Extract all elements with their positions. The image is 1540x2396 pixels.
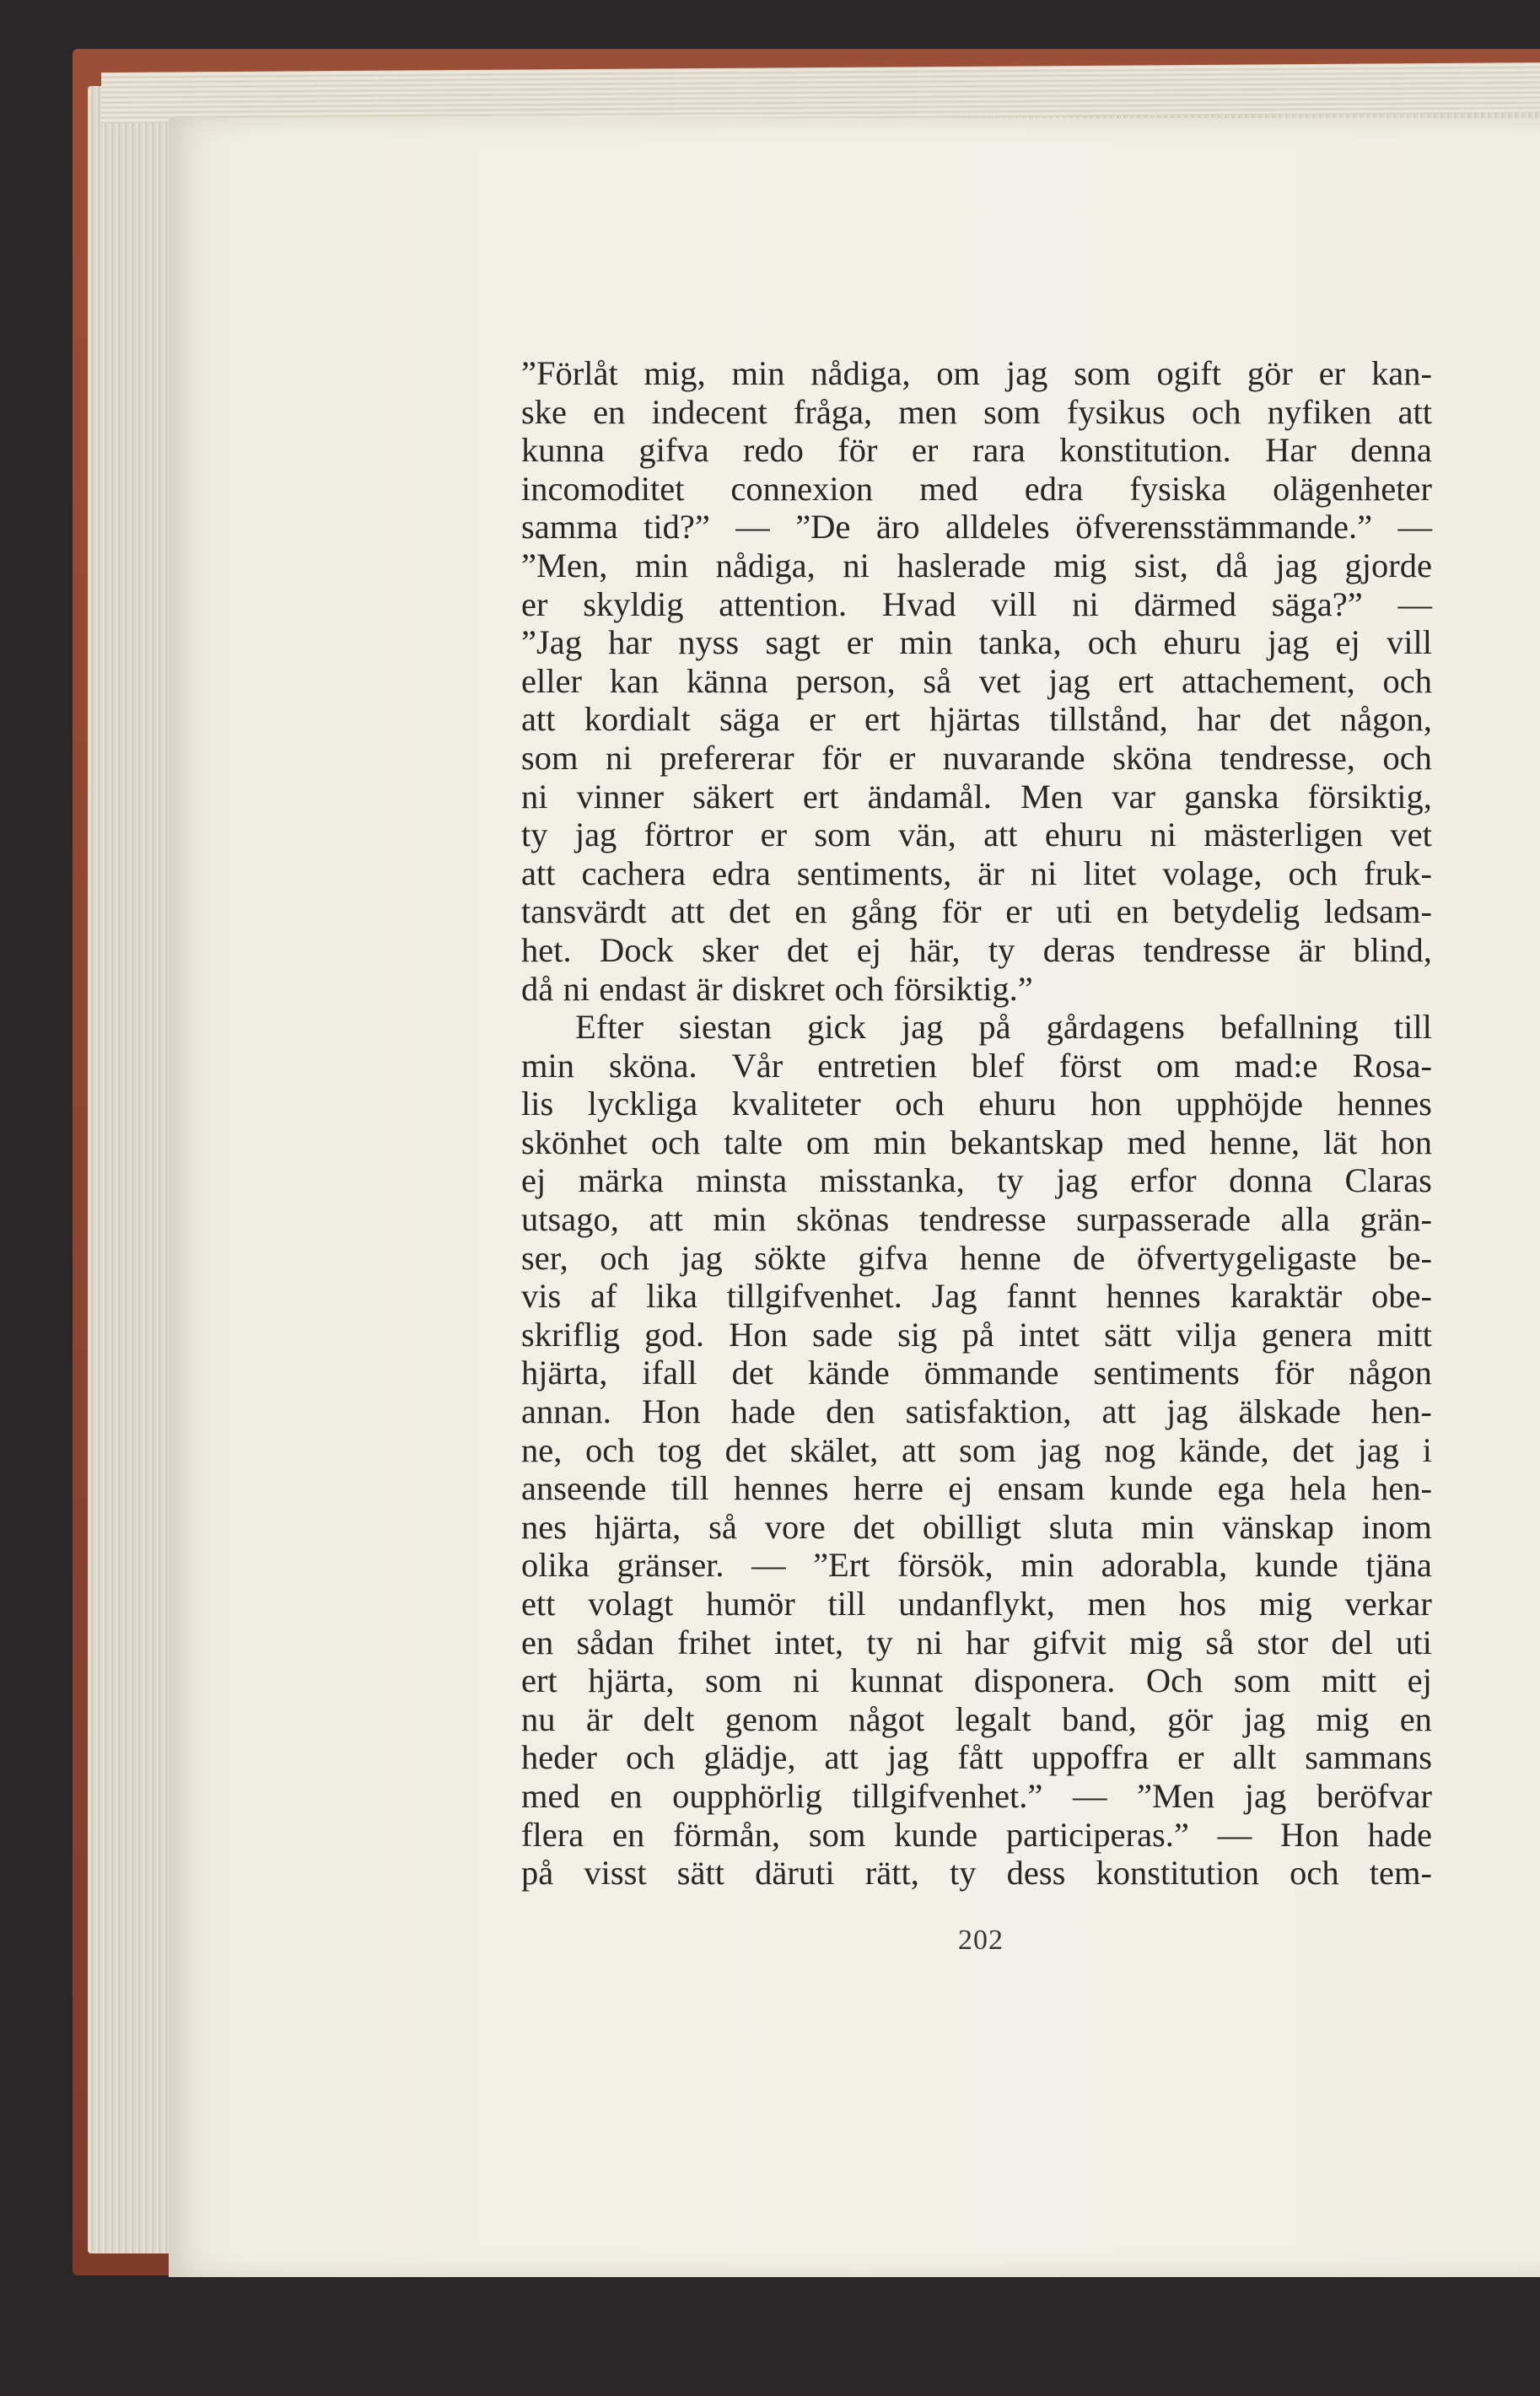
text-line: hjärta, ifall det kände ömmande sentiments för någon bbox=[521, 1354, 1432, 1392]
text-line: eller kan känna person, så vet jag ert attachement, och bbox=[521, 661, 1432, 700]
text-line: er skyldig attention. Hvad vill ni därmed säga?” — bbox=[521, 584, 1432, 623]
text-line: incomoditet connexion med edra fysiska olägenheter bbox=[521, 469, 1432, 508]
text-line: utsago, att min skönas tendresse surpasserade alla grän- bbox=[521, 1200, 1432, 1239]
text-line: nes hjärta, så vore det obilligt sluta min vänskap inom bbox=[521, 1507, 1432, 1546]
text-line: ”Men, min nådiga, ni haslerade mig sist, då jag gjorde bbox=[521, 546, 1432, 584]
text-line: tansvärdt att det en gång för er uti en betydelig ledsam- bbox=[521, 892, 1432, 931]
text-line: ty jag förtror er som vän, att ehuru ni mästerligen vet bbox=[521, 816, 1432, 854]
body-text bbox=[521, 354, 1432, 1893]
text-line: ne, och tog det skälet, att som jag nog kände, det jag i bbox=[521, 1430, 1432, 1469]
text-line: ”Jag har nyss sagt er min tanka, och ehuru jag ej vill bbox=[521, 623, 1432, 662]
text-line: att kordialt säga er ert hjärtas tillstånd, har det någon, bbox=[521, 700, 1432, 739]
text-line: heder och glädje, att jag fått uppoffra er allt sammans bbox=[521, 1738, 1432, 1777]
text-line: ske en indecent fråga, men som fysikus och nyfiken att bbox=[521, 392, 1432, 431]
text-line: nu är delt genom något legalt band, gör jag mig en bbox=[521, 1699, 1432, 1738]
text-line: ej märka minsta misstanka, ty jag erfor donna Claras bbox=[521, 1161, 1432, 1200]
text-line: Efter siestan gick jag på gårdagens befallning till bbox=[575, 1008, 1432, 1047]
text-line: ni vinner säkert ert ändamål. Men var ganska försiktig, bbox=[521, 777, 1432, 816]
text-line: ett volagt humör till undanflykt, men hos mig verkar bbox=[521, 1585, 1432, 1623]
text-line: att cachera edra sentiments, är ni litet volage, och fruk- bbox=[521, 853, 1432, 892]
text-line: ser, och jag sökte gifva henne de öfvertygeligaste be- bbox=[521, 1238, 1432, 1277]
text-line: ”Förlåt mig, min nådiga, om jag som ogift gör er kan- bbox=[521, 354, 1432, 392]
text-line: lis lyckliga kvaliteter och ehuru hon upphöjde hennes bbox=[521, 1085, 1432, 1123]
text-line: min sköna. Vår entretien blef först om mad:e Rosa- bbox=[521, 1046, 1432, 1085]
text-line: anseende till hennes herre ej ensam kunde ega hela hen- bbox=[521, 1469, 1432, 1508]
text-line: flera en förmån, som kunde participeras.” — Hon hade bbox=[521, 1815, 1432, 1854]
text-line: då ni endast är diskret och försiktig.” bbox=[521, 969, 1033, 1008]
text-line: som ni prefererar för er nuvarande sköna tendresse, och bbox=[521, 738, 1432, 777]
text-line: ert hjärta, som ni kunnat disponera. Och som mitt ej bbox=[521, 1661, 1432, 1700]
text-line: olika gränser. — ”Ert försök, min adorabla, kunde tjäna bbox=[521, 1546, 1432, 1585]
page-number: 202 bbox=[958, 1925, 1004, 1956]
text-line: het. Dock sker det ej här, ty deras tendresse är blind, bbox=[521, 930, 1432, 969]
page-edges-top bbox=[101, 62, 1540, 123]
text-line: skriflig god. Hon sade sig på intet sätt vilja genera mitt bbox=[521, 1315, 1432, 1354]
text-line: annan. Hon hade den satisfaktion, att jag älskade hen- bbox=[521, 1392, 1432, 1431]
text-line: en sådan frihet intet, ty ni har gifvit mig så stor del uti bbox=[521, 1623, 1432, 1661]
text-line: vis af lika tillgifvenhet. Jag fannt hennes karaktär obe- bbox=[521, 1277, 1432, 1316]
text-line: kunna gifva redo för er rara konstitution. Har denna bbox=[521, 431, 1432, 470]
text-line: med en oupphörlig tillgifvenhet.” — ”Men jag beröfvar bbox=[521, 1776, 1432, 1815]
text-line: samma tid?” — ”De äro alldeles öfverensstämmande.” — bbox=[521, 508, 1432, 547]
text-line: på visst sätt däruti rätt, ty dess konstitution och tem- bbox=[521, 1854, 1432, 1893]
text-line: skönhet och talte om min bekantskap med henne, lät hon bbox=[521, 1123, 1432, 1161]
